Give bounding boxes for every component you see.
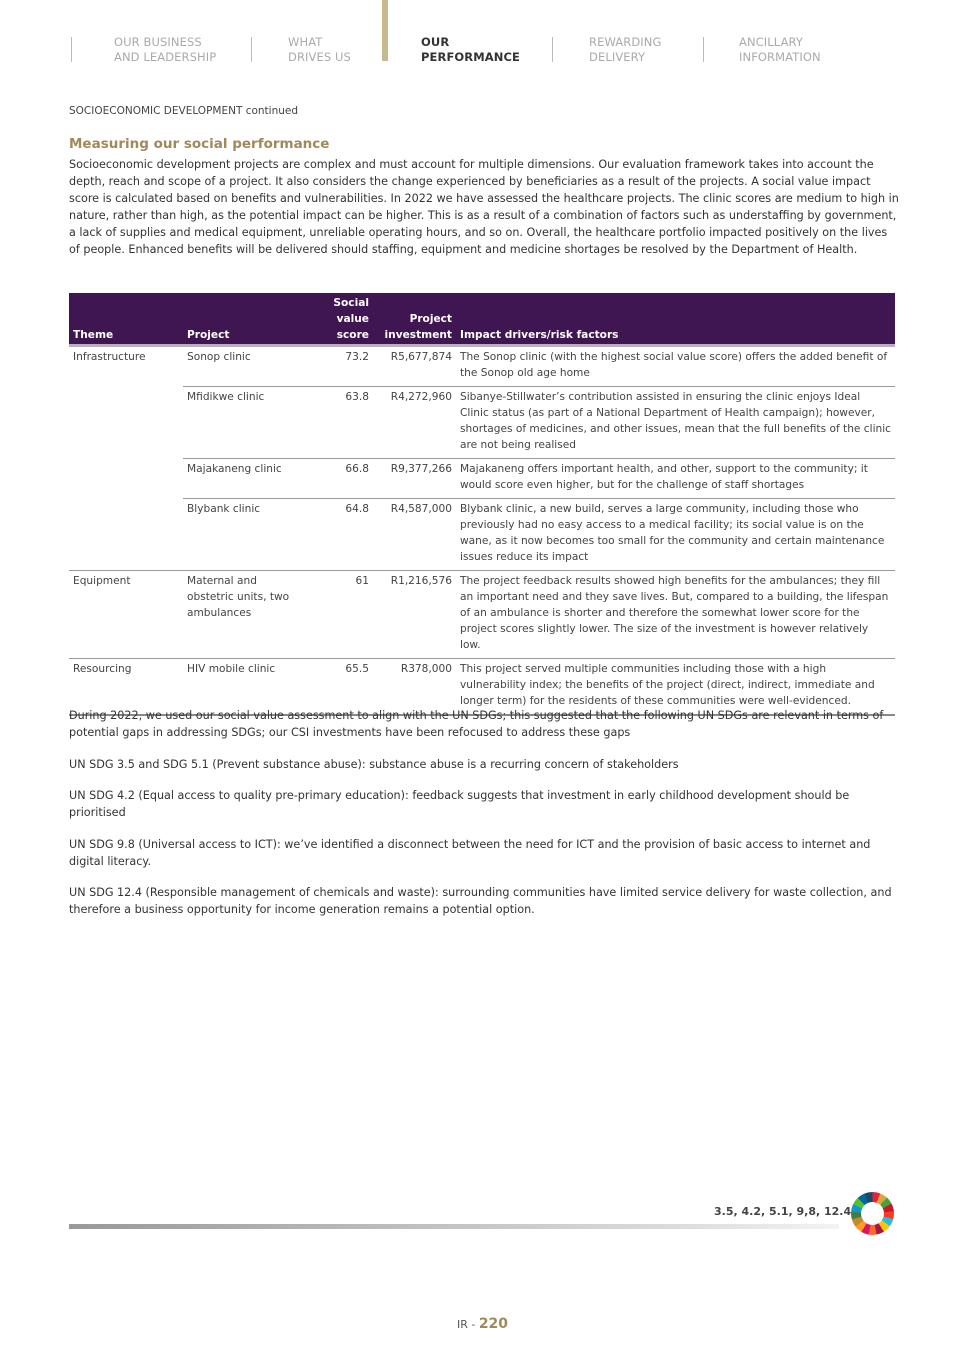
header-impact: Impact drivers/risk factors <box>456 293 895 346</box>
section-navigation <box>0 0 965 70</box>
cell-project: Majakaneng clinic <box>183 459 295 499</box>
cell-impact: Blybank clinic, a new build, serves a large community, including those who previously had no easy access to a medical facility; its social value is on the wane, as it now becomes too small for the community and certain maintenance issues reduce its impact <box>456 499 895 571</box>
social-performance-table <box>69 293 895 716</box>
table-row <box>69 346 895 387</box>
cell-score: 63.8 <box>295 387 373 459</box>
nav-our-performance[interactable] <box>421 35 520 65</box>
sdg-intro-paragraph: During 2022, we used our social value assessment to align with the UN SDGs; this suggested that the following UN SDGs are relevant in terms of potential gaps in addressing SDGs; our CSI investments have been refocused to address these gaps <box>69 709 884 739</box>
cell-score: 66.8 <box>295 459 373 499</box>
table-row <box>69 387 895 459</box>
nav-rewarding-delivery[interactable] <box>589 35 662 65</box>
cell-theme <box>69 499 183 571</box>
sdg-paragraph: UN SDG 3.5 and SDG 5.1 (Prevent substance abuse): substance abuse is a recurring concern of stakeholders <box>69 758 679 771</box>
cell-investment: R1,216,576 <box>373 571 456 659</box>
sdg-paragraph: UN SDG 9.8 (Universal access to ICT): we’ve identified a disconnect between the need for ICT and the provision of basic access to internet and digital literacy. <box>69 838 871 868</box>
cell-project: Sonop clinic <box>187 351 251 363</box>
footer-divider <box>69 1224 839 1229</box>
cell-project: Mfidikwe clinic <box>183 387 295 459</box>
cell-investment: R378,000 <box>373 659 456 716</box>
cell-investment: R4,272,960 <box>373 387 456 459</box>
cell-theme: Infrastructure <box>73 351 146 363</box>
sdg-list: 3.5, 4.2, 5.1, 9,8, 12.4 <box>714 1205 852 1218</box>
nav-divider <box>71 37 72 62</box>
table-row <box>69 499 895 571</box>
header-project: Project <box>183 293 295 346</box>
cell-project: HIV mobile clinic <box>183 659 295 716</box>
nav-divider <box>552 37 553 62</box>
cell-project: Maternal and obstetric units, two ambulances <box>183 571 295 659</box>
page-number: IR - 220 <box>456 1316 509 1332</box>
page-heading: Measuring our social performance <box>69 136 330 152</box>
cell-theme: Resourcing <box>69 659 183 716</box>
nav-label: DRIVES US <box>288 50 351 64</box>
nav-label: DELIVERY <box>589 50 646 64</box>
nav-our-business[interactable] <box>114 35 216 65</box>
nav-label: REWARDING <box>589 35 662 49</box>
cell-theme <box>69 459 183 499</box>
nav-what-drives-us[interactable] <box>288 35 351 65</box>
nav-label: WHAT <box>288 35 323 49</box>
header-score: Social value score <box>295 293 373 346</box>
cell-impact: Majakaneng offers important health, and other, support to the community; it would score even higher, but for the challenge of staff shortages <box>456 459 895 499</box>
header-theme: Theme <box>69 293 183 346</box>
cell-impact: The Sonop clinic (with the highest social value score) offers the added benefit of the Sonop old age home <box>460 351 888 379</box>
active-section-marker <box>382 0 388 61</box>
table-header-row <box>69 293 895 346</box>
cell-theme <box>69 387 183 459</box>
nav-ancillary-information[interactable] <box>739 35 821 65</box>
cell-investment: R4,587,000 <box>373 499 456 571</box>
cell-theme: Equipment <box>69 571 183 659</box>
nav-label: AND LEADERSHIP <box>114 50 217 64</box>
header-investment: Project investment <box>373 293 456 346</box>
cell-score: 65.5 <box>295 659 373 716</box>
cell-impact: The project feedback results showed high benefits for the ambulances; they fill an important need and they save lives. But, compared to a building, the lifespan of an ambulance is shorter and therefore the somewhat lower score for the project scores slightly lower. The size of the investment is however relatively low. <box>456 571 895 659</box>
nav-divider <box>703 37 704 62</box>
cell-impact: Sibanye-Stillwater’s contribution assisted in ensuring the clinic enjoys Ideal Clinic status (as part of a National Department of Health campaign); however, shortages of medicines, and other issues, mean that the full benefits of the clinic are not being realised <box>456 387 895 459</box>
cell-score: 73.2 <box>345 351 369 363</box>
nav-label: PERFORMANCE <box>421 50 520 64</box>
nav-label: INFORMATION <box>739 50 821 64</box>
cell-project: Blybank clinic <box>183 499 295 571</box>
cell-investment: R9,377,266 <box>373 459 456 499</box>
sdg-wheel-icon <box>851 1192 894 1235</box>
table-row <box>69 459 895 499</box>
sdg-paragraph: UN SDG 12.4 (Responsible management of chemicals and waste): surrounding communities have limited service delivery for waste collection, and therefore a business opportunity for income generation remains a potential option. <box>69 886 892 916</box>
section-label: SOCIOECONOMIC DEVELOPMENT continued <box>69 105 299 117</box>
nav-label: ANCILLARY <box>739 35 804 49</box>
nav-label: OUR <box>421 35 450 49</box>
cell-investment: R5,677,874 <box>390 351 452 363</box>
cell-score: 64.8 <box>295 499 373 571</box>
intro-paragraph: Socioeconomic development projects are complex and must account for multiple dimensions. Our evaluation framework takes into account the depth, reach and scope of a project. It also considers the change experienced by beneficiaries as a result of the projects. A social value impact score is calculated based on benefits and vulnerabilities. In 2022 we have assessed the healthcare projects. The clinic scores are medium to high in nature, rather than high, as the potential impact can be higher. This is as a result of a combination of factors such as understaffing by government, a lack of supplies and medical equipment, unreliable operating hours, and so on. Overall, the healthcare portfolio impacted positively on the lives of people. Enhanced benefits will be delivered should staffing, equipment and medicine shortages be resolved by the Department of Health. <box>69 158 899 256</box>
table-row <box>69 571 895 659</box>
cell-impact: This project served multiple communities including those with a high vulnerability index; the benefits of the project (direct, indirect, immediate and longer term) for the residents of these communities were well-evidenced. <box>456 659 895 716</box>
sdg-paragraph: UN SDG 4.2 (Equal access to quality pre-primary education): feedback suggests that investment in early childhood development should be prioritised <box>69 789 850 819</box>
nav-label: OUR BUSINESS <box>114 35 202 49</box>
cell-score: 61 <box>295 571 373 659</box>
nav-divider <box>251 37 252 62</box>
